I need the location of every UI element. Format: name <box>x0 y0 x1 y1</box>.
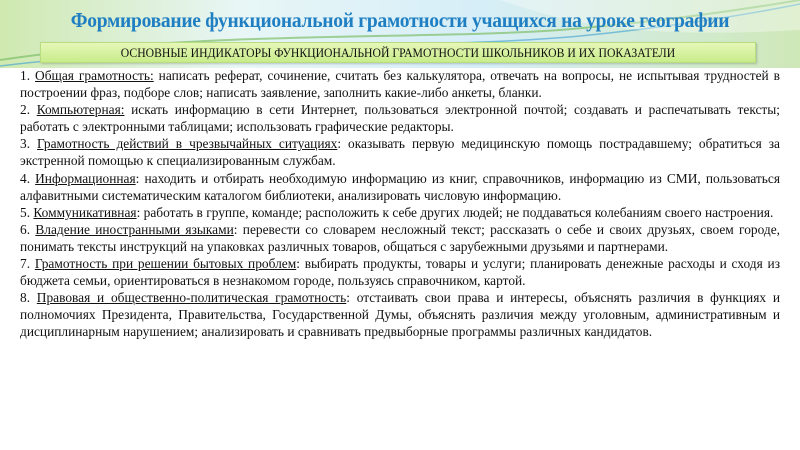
item-term: Коммуникативная <box>33 204 137 220</box>
item-term: Владение иностранными языками <box>35 221 234 237</box>
list-item: 4. Информационная: находить и отбирать необходимую информацию из книг, справочников, информацию из СМИ, пользоваться алфавитными систематическим каталогом библиотеки, анализировать числовую информацию. <box>20 170 780 203</box>
item-term: Информационная <box>35 170 136 186</box>
header-banner <box>0 0 800 68</box>
section-subtitle <box>40 42 756 63</box>
list-item: 7. Грамотность при решении бытовых проблем: выбирать продукты, товары и услуги; планировать денежные расходы и сходя из бюджета семьи, ориентироваться в незнакомом городе, пользуясь справочником, картой. <box>20 256 781 289</box>
page-title: Формирование функциональной грамотности учащихся на уроке географии <box>70 8 730 32</box>
list-item: 2. Компьютерная: искать информацию в сети Интернет, пользоваться электронной почтой; создавать и распечатывать тексты; работать с электронными таблицами; использовать графические редакторы. <box>20 102 780 135</box>
item-term: Грамотность действий в чрезвычайных ситуациях <box>37 136 338 152</box>
list-item: 6. Владение иностранными языками: перевести со словарем несложный текст; рассказать о себе и своих друзьях, своем городе, понимать тексты инструкций на упаковках различных товаров, общаться с зарубежными друзьями и партнерами. <box>20 221 781 254</box>
list-item: 1. Общая грамотность: написать реферат, сочинение, считать без калькулятора, отвечать на вопросы, не испытывая трудностей в построении фраз, подборе слов; написать заявление, заполнить какие-либо анкеты, бланки. <box>20 68 780 101</box>
item-term: Компьютерная: <box>36 102 125 118</box>
item-term: Общая грамотность: <box>35 68 154 83</box>
list-item: 3. Грамотность действий в чрезвычайных ситуациях: оказывать первую медицинскую помощь пострадавшему; обратиться за экстренной помощью к специализированным службам. <box>20 136 780 169</box>
item-term: Правовая и общественно-политическая грамотность <box>36 290 347 306</box>
list-item: 8. Правовая и общественно-политическая грамотность: отстаивать свои права и интересы, объяснять различия в функциях и полномочиях Президента, Правительства, Государственной Думы, объяснять различия между уголовным, административным и дисциплинарным нарушением; анализировать и сравнивать предвыборные программы различных кандидатов. <box>20 290 780 340</box>
subtitle-text: ОСНОВНЫЕ ИНДИКАТОРЫ ФУНКЦИОНАЛЬНОЙ ГРАМОТНОСТИ ШКОЛЬНИКОВ И ИХ ПОКАЗАТЕЛИ <box>120 45 676 60</box>
list-item: 5. Коммуникативная: работать в группе, команде; расположить к себе других людей; не поддаваться колебаниям своего настроения. <box>20 204 774 220</box>
indicator-list <box>20 67 780 341</box>
item-term: Грамотность при решении бытовых проблем <box>34 256 297 272</box>
